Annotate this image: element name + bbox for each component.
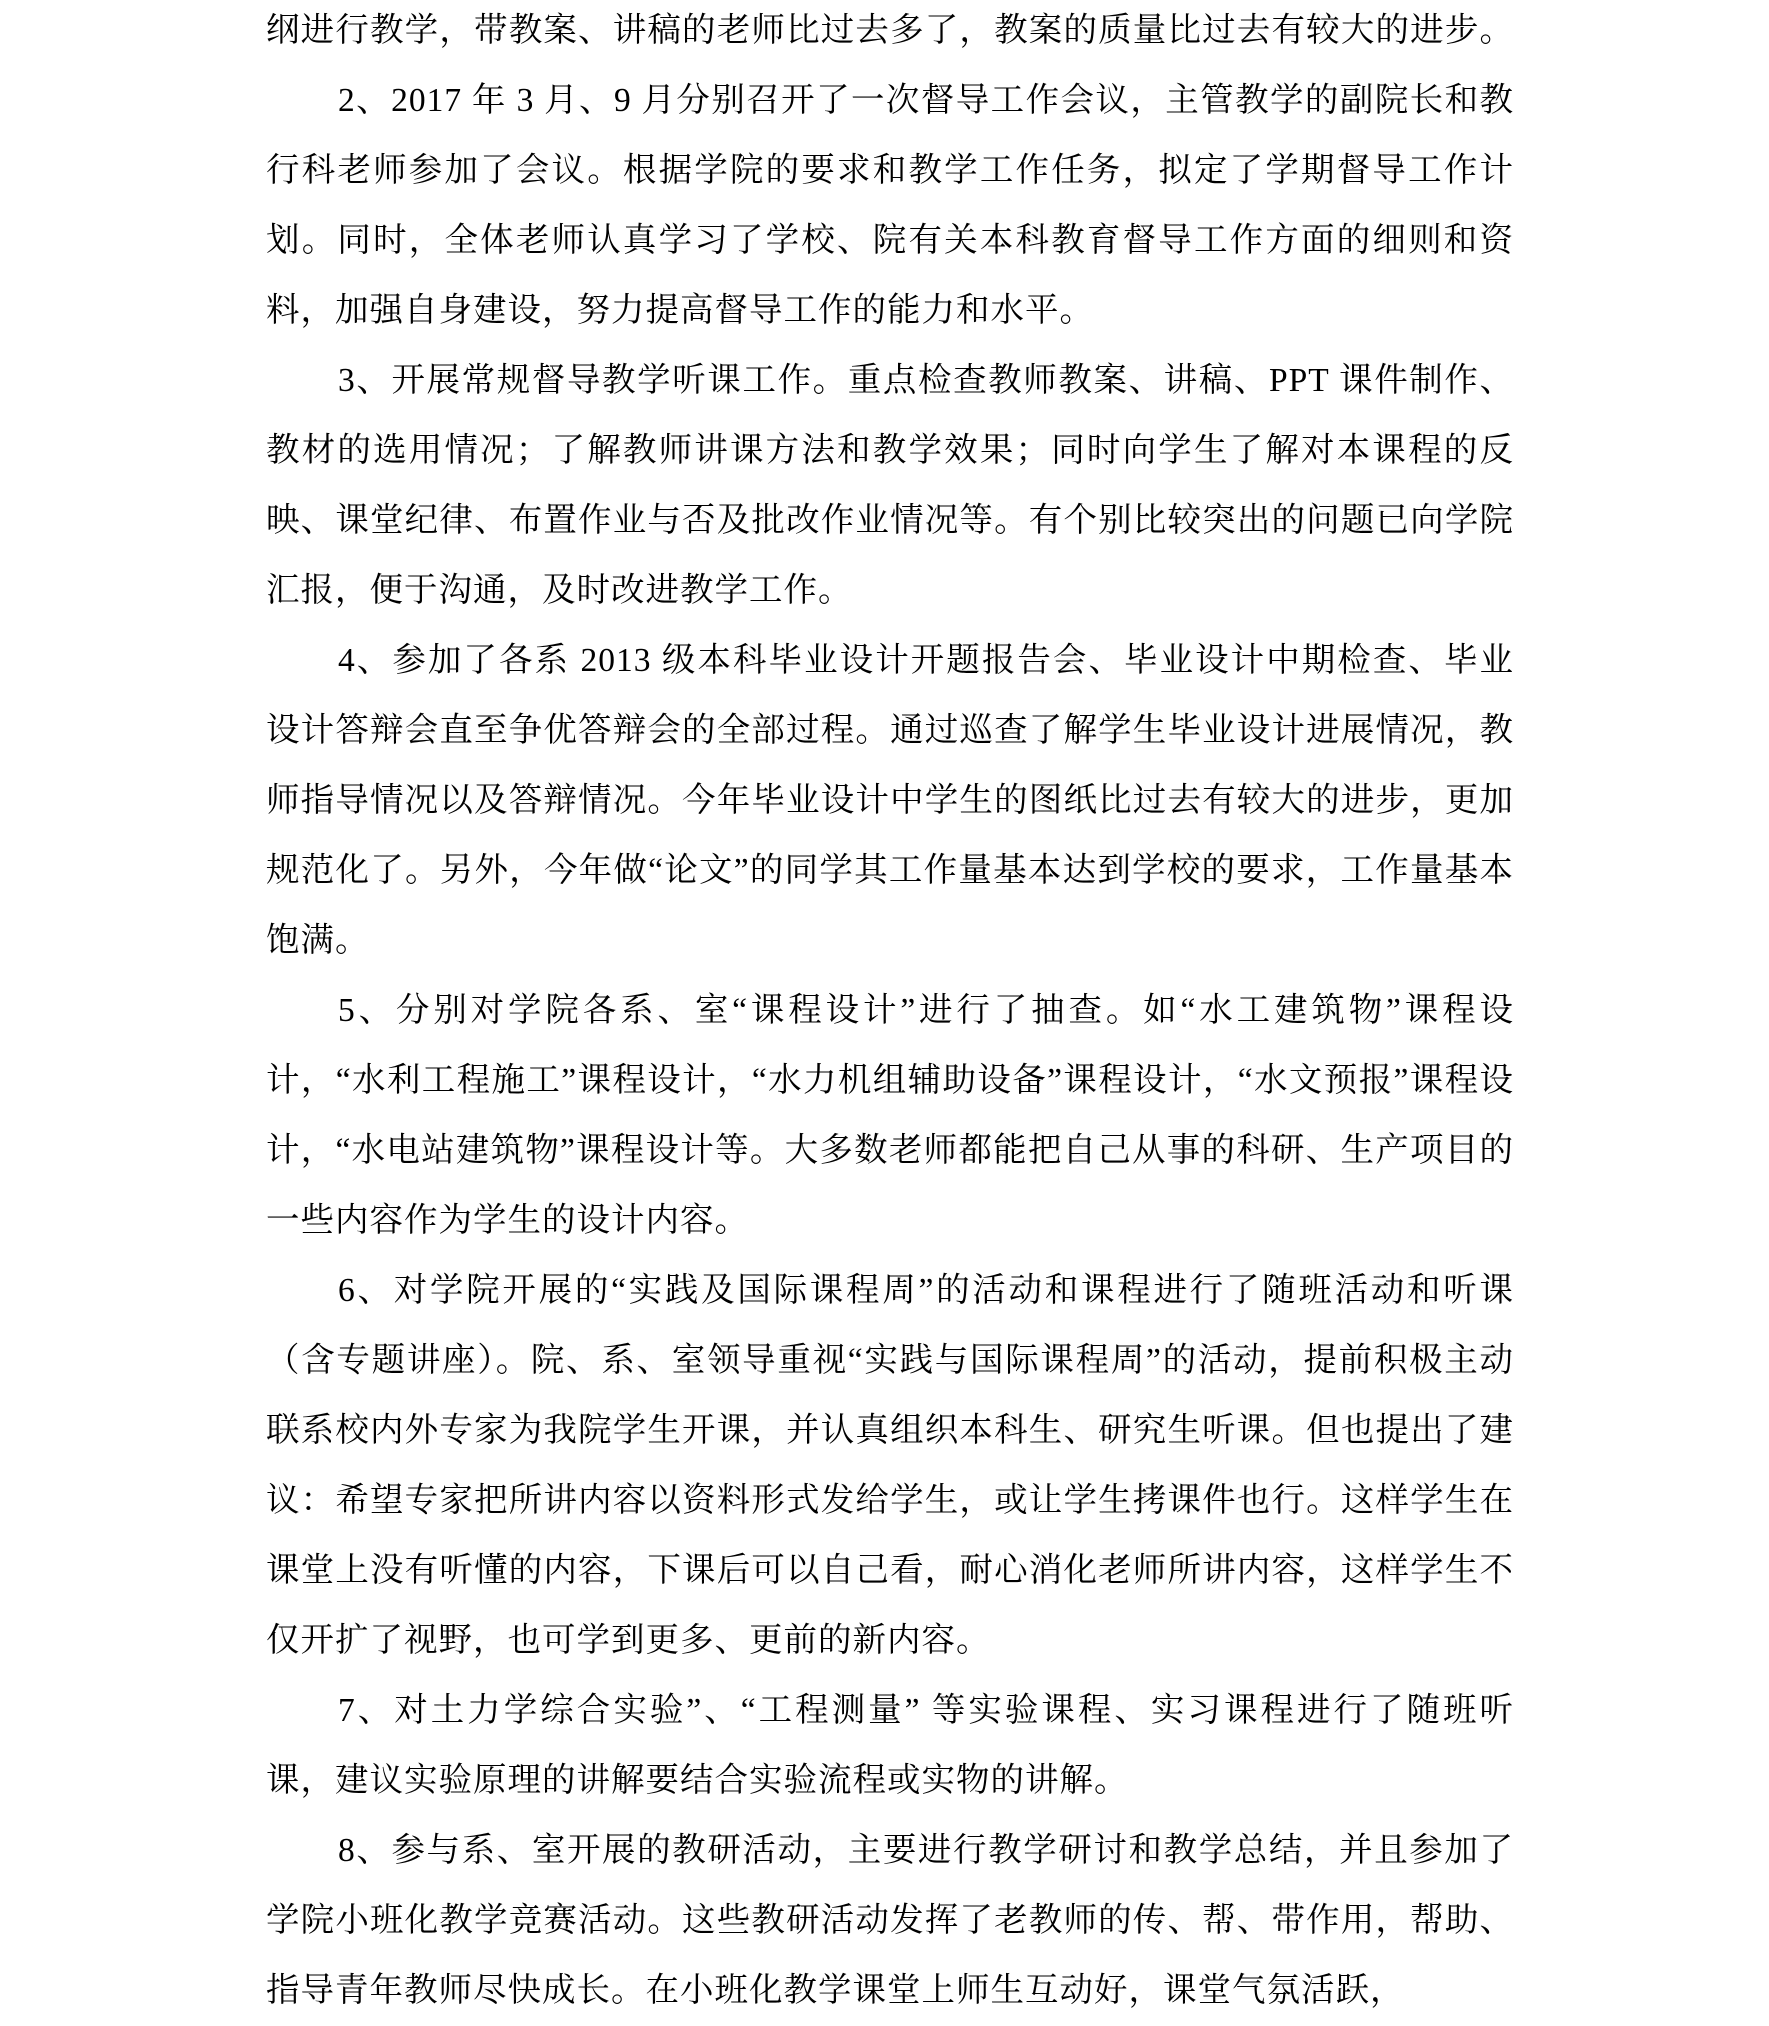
paragraph-8: 8、参与系、室开展的教研活动，主要进行教学研讨和教学总结，并且参加了学院小班化教学竞赛活动。这些教研活动发挥了老教师的传、帮、带作用，帮助、指导青年教师尽快成长。在小班化教学课堂上师生互动好，课堂气氛活跃， [266, 1832, 1514, 2009]
document-page [266, 0, 1514, 2026]
paragraph-7: 7、对土力学综合实验”、“工程测量” 等实验课程、实习课程进行了随班听课，建议实验原理的讲解要结合实验流程或实物的讲解。 [266, 1692, 1514, 1799]
paragraph-3: 3、开展常规督导教学听课工作。重点检查教师教案、讲稿、PPT 课件制作、教材的选用情况；了解教师讲课方法和教学效果；同时向学生了解对本课程的反映、课堂纪律、布置作业与否及批改作业情况等。有个别比较突出的问题已向学院汇报，便于沟通，及时改进教学工作。 [266, 362, 1514, 609]
paragraph-6: 6、对学院开展的“实践及国际课程周”的活动和课程进行了随班活动和听课（含专题讲座）。院、系、室领导重视“实践与国际课程周”的活动，提前积极主动联系校内外专家为我院学生开课，并认真组织本科生、研究生听课。但也提出了建议：希望专家把所讲内容以资料形式发给学生，或让学生拷课件也行。这样学生在课堂上没有听懂的内容，下课后可以自己看，耐心消化老师所讲内容，这样学生不仅开扩了视野，也可学到更多、更前的新内容。 [266, 1272, 1514, 1659]
paragraph-4: 4、参加了各系 2013 级本科毕业设计开题报告会、毕业设计中期检查、毕业设计答辩会直至争优答辩会的全部过程。通过巡查了解学生毕业设计进展情况，教师指导情况以及答辩情况。今年毕业设计中学生的图纸比过去有较大的进步，更加规范化了。另外，今年做“论文”的同学其工作量基本达到学校的要求，工作量基本饱满。 [266, 642, 1514, 959]
paragraph-5: 5、分别对学院各系、室“课程设计”进行了抽查。如“水工建筑物”课程设计，“水利工程施工”课程设计，“水力机组辅助设备”课程设计，“水文预报”课程设计，“水电站建筑物”课程设计等。大多数老师都能把自己从事的科研、生产项目的一些内容作为学生的设计内容。 [266, 992, 1514, 1239]
paragraph-continuation: 纲进行教学，带教案、讲稿的老师比过去多了，教案的质量比过去有较大的进步。 [266, 12, 1514, 49]
paragraph-2: 2、2017 年 3 月、9 月分别召开了一次督导工作会议，主管教学的副院长和教行科老师参加了会议。根据学院的要求和教学工作任务，拟定了学期督导工作计划。同时，全体老师认真学习了学校、院有关本科教育督导工作方面的细则和资料，加强自身建设，努力提高督导工作的能力和水平。 [266, 82, 1514, 329]
